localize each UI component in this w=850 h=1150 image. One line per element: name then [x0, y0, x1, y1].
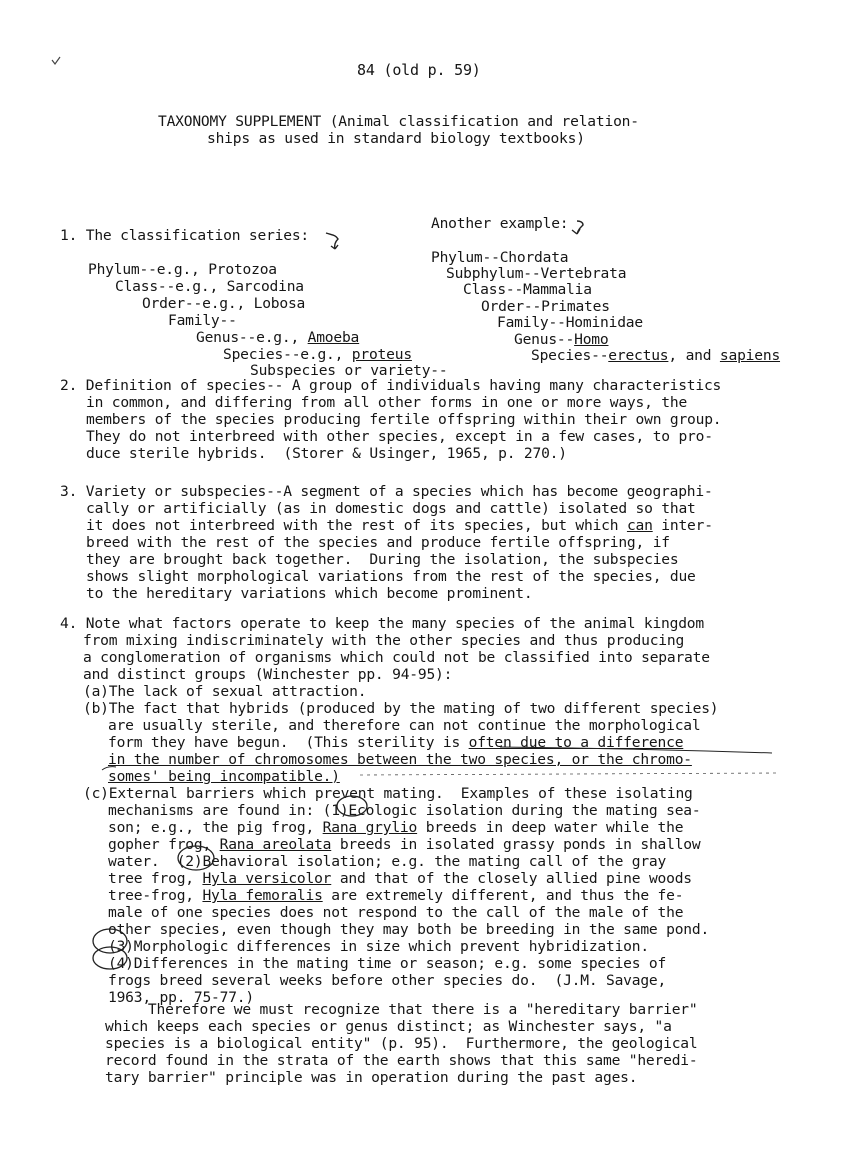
underlined-phrase: often due to a difference	[468, 734, 684, 751]
factor-c-line-8: male of one species does not respond to the call of the male of the	[108, 904, 684, 921]
left-species: Species--e.g., proteus	[223, 346, 412, 363]
factor-c-line-11: (4)Differences in the mating time or season; e.g. some species of	[108, 955, 667, 972]
factors-line-4: and distinct groups (Winchester pp. 94-95):	[83, 666, 453, 683]
right-class: Class--Mammalia	[463, 281, 592, 298]
right-subphylum: Subphylum--Vertebrata	[446, 265, 627, 282]
genus-amoeba: Amoeba	[307, 329, 360, 346]
species-definition-line-2: in common, and differing from all other forms in one or more ways, the	[86, 394, 688, 411]
dashed-tail	[360, 773, 780, 775]
left-family: Family--	[168, 312, 237, 329]
factor-b-line-4: in the number of chromosomes between the two species, or the chromo-	[108, 751, 692, 768]
arrow-down-icon	[326, 233, 338, 249]
factor-c-line-13: 1963, pp. 75-77.)	[108, 989, 254, 1006]
left-order: Order--e.g., Lobosa	[142, 295, 306, 312]
species-definition-line-3: members of the species producing fertile offspring within their own group.	[86, 411, 722, 428]
factor-c-line-7: tree-frog, Hyla femoralis are extremely different, and thus the fe-	[108, 887, 684, 904]
subspecies-line-6: shows slight morphological variations from the rest of the species, due	[86, 568, 696, 585]
factor-c-line-3: son; e.g., the pig frog, Rana grylio breeds in deep water while the	[108, 819, 684, 836]
species-proteus: proteus	[351, 346, 412, 363]
factor-c-line-9: other species, even though they may both be breeding in the same pond.	[108, 921, 710, 938]
factor-b-line-2: are usually sterile, and therefore can not continue the morphological	[108, 717, 701, 734]
factor-c-line-2: mechanisms are found in: (1)Ecologic isolation during the mating sea-	[108, 802, 701, 819]
species-definition-line-5: duce sterile hybrids. (Storer & Usinger, 1965, p. 270.)	[86, 445, 567, 462]
right-species: Species--erectus, and sapiens	[531, 347, 781, 364]
right-phylum: Phylum--Chordata	[431, 249, 569, 266]
species-definition-line-4: They do not interbreed with other species, except in a few cases, to pro-	[86, 428, 713, 445]
species-rana-grylio: Rana grylio	[322, 819, 418, 836]
species-rana-areolata: Rana areolata	[219, 836, 332, 853]
factor-c-line-5: water. (2)Behavioral isolation; e.g. the mating call of the gray	[108, 853, 667, 870]
species-definition-line-1: 2. Definition of species-- A group of individuals having many characteristics	[60, 377, 722, 394]
subspecies-line-1: 3. Variety or subspecies--A segment of a species which has become geographi-	[60, 483, 713, 500]
subspecies-line-3: it does not interbreed with the rest of its species, but which can inter-	[86, 517, 713, 534]
factor-b-line-1: (b)The fact that hybrids (produced by the mating of two different species)	[83, 700, 719, 717]
closing-line-3: species is a biological entity" (p. 95). Furthermore, the geological	[105, 1035, 698, 1052]
subspecies-line-4: breed with the rest of the species and produce fertile offspring, if	[86, 534, 670, 551]
left-genus: Genus--e.g., Amoeba	[196, 329, 360, 346]
classification-heading: 1. The classification series:	[60, 227, 309, 244]
factor-a: (a)The lack of sexual attraction.	[83, 683, 367, 700]
right-genus: Genus--Homo	[514, 331, 609, 348]
factor-b-line-5: somes' being incompatible.)	[108, 768, 340, 785]
species-hyla-femoralis: Hyla femoralis	[202, 887, 323, 904]
closing-line-1: Therefore we must recognize that there is a "hereditary barrier"	[105, 1001, 698, 1018]
factors-line-3: a conglomeration of organisms which could not be classified into separate	[83, 649, 710, 666]
factors-line-2: from mixing indiscriminately with the other species and thus producing	[83, 632, 685, 649]
closing-line-4: record found in the strata of the earth shows that this same "heredi-	[105, 1052, 698, 1069]
left-phylum: Phylum--e.g., Protozoa	[88, 261, 277, 278]
factor-c-line-6: tree frog, Hyla versicolor and that of the closely allied pine woods	[108, 870, 692, 887]
species-sapiens: sapiens	[719, 347, 781, 364]
subspecies-line-7: to the hereditary variations which become prominent.	[86, 585, 533, 602]
factor-b-line-3: form they have begun. (This sterility is often due to a difference	[108, 734, 684, 751]
factor-c-line-4: gopher frog, Rana areolata breeds in isolated grassy ponds in shallow	[108, 836, 701, 853]
subspecies-line-2: cally or artificially (as in domestic dogs and cattle) isolated so that	[86, 500, 696, 517]
left-class: Class--e.g., Sarcodina	[115, 278, 304, 295]
another-example-heading: Another example:	[431, 215, 569, 232]
factor-c-line-10: (3)Morphologic differences in size which prevent hybridization.	[108, 938, 649, 955]
page-title-continued: ships as used in standard biology textbooks)	[207, 130, 585, 147]
genus-homo: Homo	[574, 331, 609, 348]
corner-tick-mark	[52, 57, 60, 64]
factor-c-line-12: frogs breed several weeks before other species do. (J.M. Savage,	[108, 972, 667, 989]
page-number: 84 (old p. 59)	[357, 61, 481, 79]
right-order: Order--Primates	[481, 298, 610, 315]
right-family: Family--Hominidae	[497, 314, 643, 331]
factors-line-1: 4. Note what factors operate to keep the many species of the animal kingdom	[60, 615, 704, 632]
species-hyla-versicolor: Hyla versicolor	[202, 870, 332, 887]
page-title: TAXONOMY SUPPLEMENT (Animal classification and relation-	[158, 113, 639, 130]
species-erectus: erectus	[608, 347, 669, 364]
left-subspecies: Subspecies or variety--	[250, 362, 448, 379]
factor-c-line-1: (c)External barriers which prevent mating. Examples of these isolating	[83, 785, 693, 802]
closing-line-2: which keeps each species or genus distinct; as Winchester says, "a	[105, 1018, 672, 1035]
closing-line-5: tary barrier" principle was in operation during the past ages.	[105, 1069, 638, 1086]
subspecies-line-5: they are brought back together. During the isolation, the subspecies	[86, 551, 679, 568]
emphasis-can: can	[626, 517, 653, 534]
arrow-down-icon	[572, 221, 583, 234]
